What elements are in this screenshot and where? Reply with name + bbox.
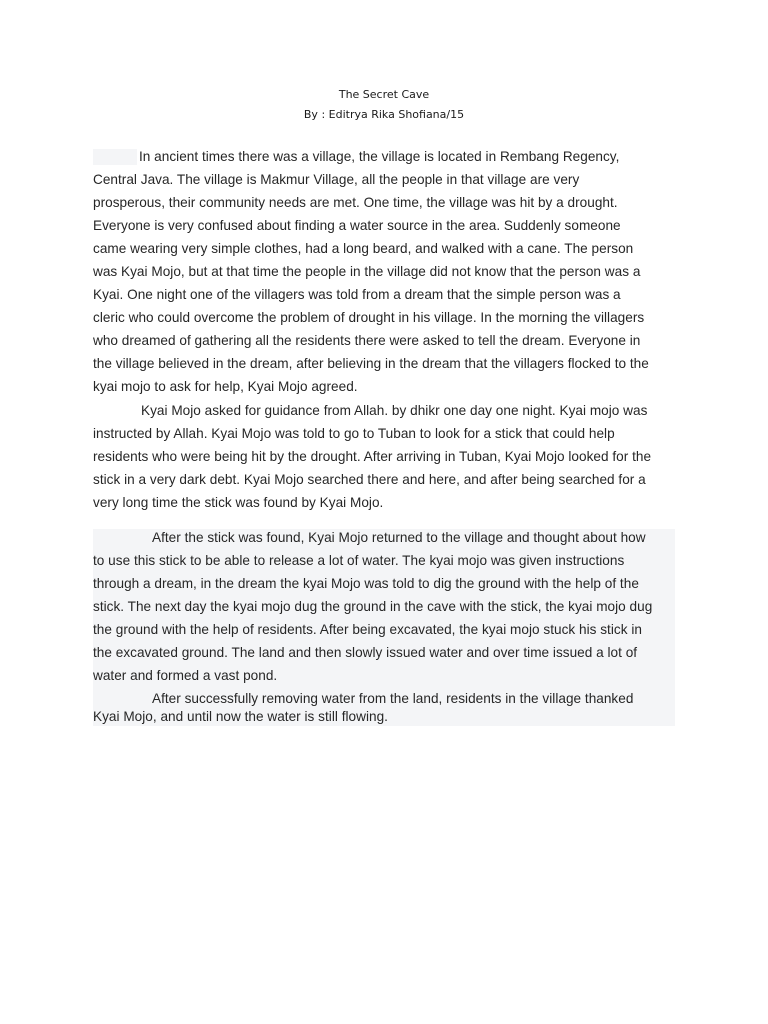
text-line: the village believed in the dream, after believing in the dream that the villagers flocked to the [93,356,649,371]
text-line: Central Java. The village is Makmur Village, all the people in that village are very [93,172,580,187]
text-line: prosperous, their community needs are met. One time, the village was hit by a drought. [93,195,618,210]
text-line: the excavated ground. The land and then slowly issued water and over time issued a lot of [93,645,638,660]
text-line: kyai mojo to ask for help, Kyai Mojo agreed. [93,379,358,394]
text-line: was Kyai Mojo, but at that time the people in the village did not know that the person was a [93,264,641,279]
document-title: The Secret Cave [338,88,430,101]
text-line: Kyai. One night one of the villagers was told from a dream that the simple person was a [93,287,621,302]
paragraph-indent-shading [93,149,137,165]
text-line: very long time the stick was found by Kyai Mojo. [93,495,384,510]
text-line: instructed by Allah. Kyai Mojo was told to go to Tuban to look for a stick that could help [93,426,615,441]
text-line: residents who were being hit by the drought. After arriving in Tuban, Kyai Mojo looked for the [93,449,652,464]
text-line: stick in a very dark debt. Kyai Mojo searched there and here, and after being searched for a [93,472,646,487]
text-line: water and formed a vast pond. [93,668,278,683]
text-line: the ground with the help of residents. After being excavated, the kyai mojo stuck his stick in [93,622,642,637]
text-line: Everyone is very confused about finding a water source in the area. Suddenly someone [93,218,621,233]
text-line: came wearing very simple clothes, had a long beard, and walked with a cane. The person [93,241,634,256]
text-line: Kyai Mojo asked for guidance from Allah. by dhikr one day one night. Kyai mojo was [141,403,648,418]
text-line: Kyai Mojo, and until now the water is still flowing. [93,709,388,724]
text-line: who dreamed of gathering all the residents there were asked to tell the dream. Everyone in [93,333,641,348]
text-line: After the stick was found, Kyai Mojo returned to the village and thought about how [152,530,646,545]
text-line: After successfully removing water from the land, residents in the village thanked [152,691,634,706]
text-line: cleric who could overcome the problem of drought in his village. In the morning the villagers [93,310,645,325]
text-line: stick. The next day the kyai mojo dug the ground in the cave with the stick, the kyai mojo dug [93,599,653,614]
text-line: to use this stick to be able to release a lot of water. The kyai mojo was given instructions [93,553,625,568]
text-line: through a dream, in the dream the kyai Mojo was told to dig the ground with the help of the [93,576,639,591]
text-line: In ancient times there was a village, the village is located in Rembang Regency, [139,149,620,164]
document-byline: By : Editrya Rika Shofiana/15 [303,108,465,121]
